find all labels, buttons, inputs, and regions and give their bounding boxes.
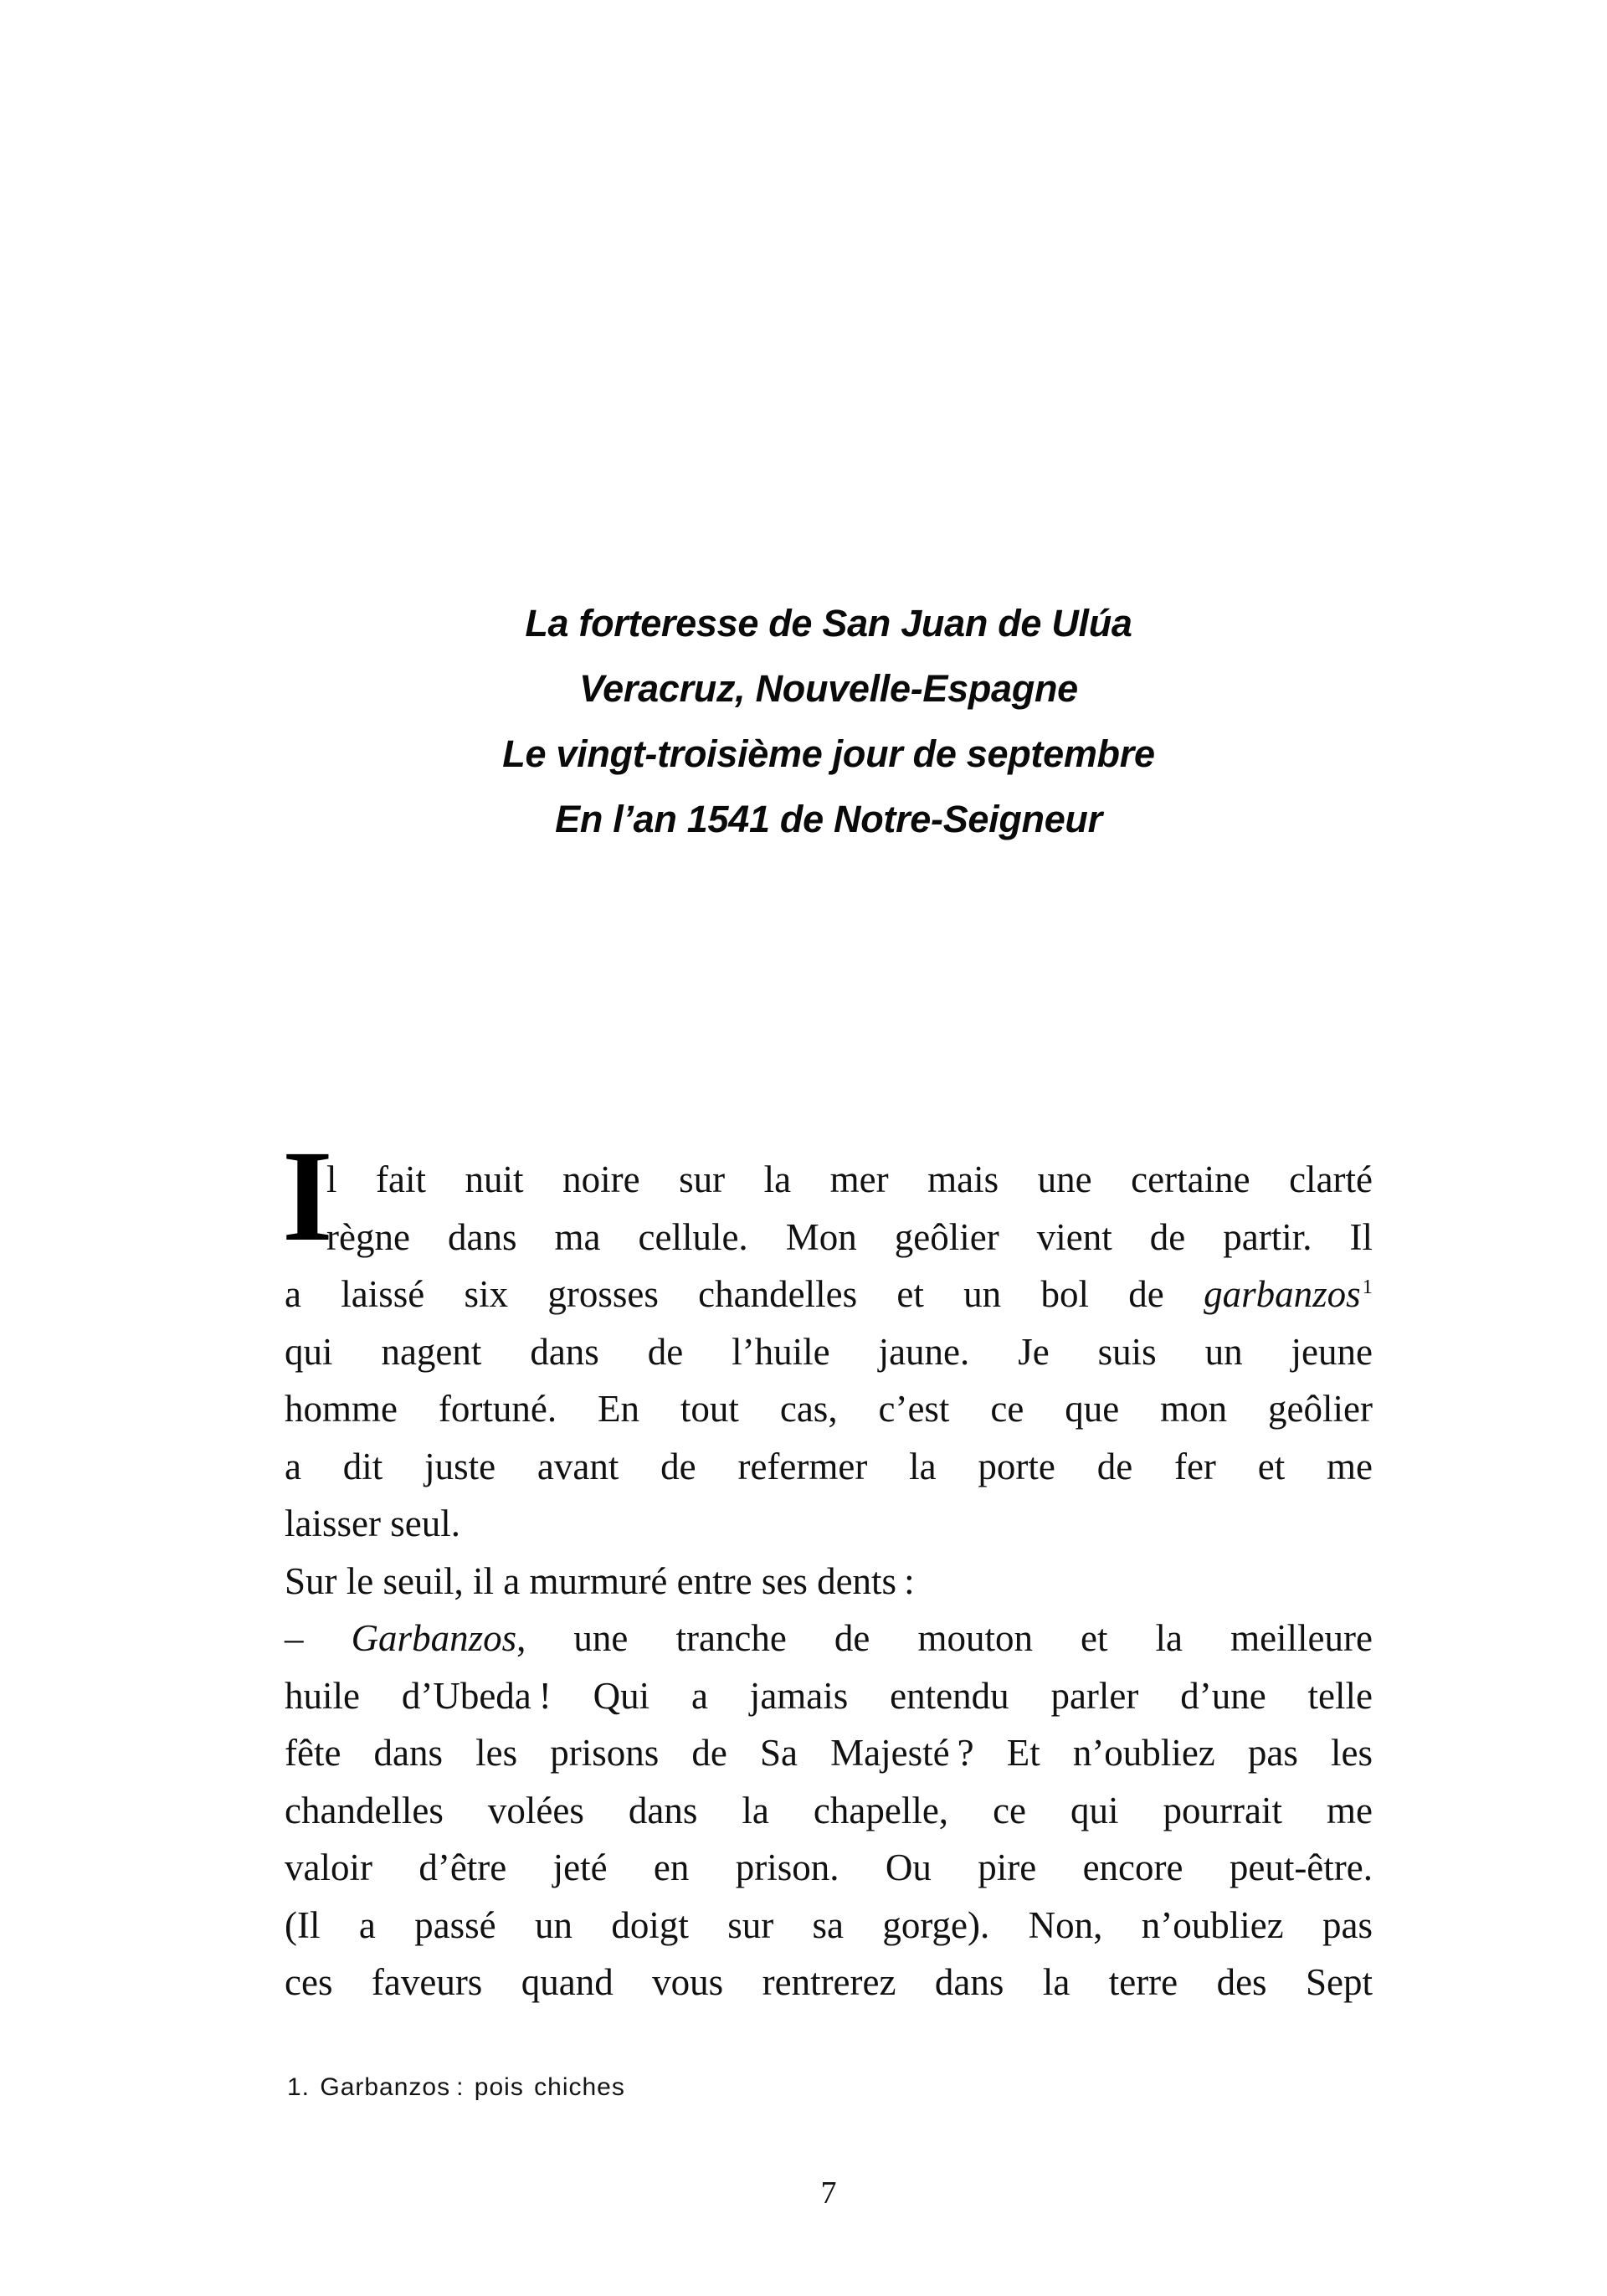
text-run: , une tranche de mouton et la meilleure bbox=[516, 1617, 1373, 1659]
text-line bbox=[326, 1151, 1373, 1209]
heading-line: En l’an 1541 de Notre-Seigneur bbox=[555, 798, 1102, 840]
text-line bbox=[285, 1724, 1373, 1782]
chapter-heading bbox=[285, 591, 1373, 852]
text-run: – bbox=[285, 1617, 352, 1659]
text-run: règne dans ma cellule. Mon geôlier vient de partir. Il bbox=[326, 1215, 1373, 1258]
text-line bbox=[285, 1782, 1373, 1840]
heading-line: La forteresse de San Juan de Ulúa bbox=[525, 602, 1132, 645]
text-run: a dit juste avant de refermer la porte de fer et me bbox=[285, 1445, 1373, 1487]
text-line bbox=[285, 1954, 1373, 2011]
text-line bbox=[285, 1323, 1373, 1381]
text-run: laisser seul. bbox=[285, 1502, 460, 1544]
page-number: 7 bbox=[820, 2175, 837, 2211]
text-line bbox=[285, 1380, 1373, 1438]
drop-cap: I bbox=[282, 1123, 333, 1268]
paragraph-lines bbox=[285, 1266, 1373, 2011]
footnote: 1. Garbanzos : pois chiches bbox=[287, 2073, 625, 2101]
text-line bbox=[326, 1209, 1373, 1266]
italic-text: Garbanzos bbox=[351, 1617, 517, 1659]
text-line bbox=[285, 1839, 1373, 1897]
text-line bbox=[285, 1553, 1373, 1610]
text-line bbox=[285, 1495, 1373, 1553]
text-line bbox=[285, 1438, 1373, 1496]
text-line bbox=[285, 1667, 1373, 1725]
text-run: ces faveurs quand vous rentrerez dans la terre des Sept bbox=[285, 1961, 1373, 2003]
text-line bbox=[285, 1610, 1373, 1667]
text-run: a laissé six grosses chandelles et un bol de bbox=[285, 1273, 1204, 1315]
text-run: homme fortuné. En tout cas, c’est ce que mon geôlier bbox=[285, 1388, 1373, 1430]
text-run: (Il a passé un doigt sur sa gorge). Non, n’oubliez pas bbox=[285, 1903, 1373, 1946]
italic-text: garbanzos bbox=[1204, 1273, 1361, 1315]
heading-line: Le vingt-troisième jour de septembre bbox=[502, 732, 1155, 775]
paragraph-opening bbox=[282, 1123, 1373, 1268]
opening-lines bbox=[326, 1151, 1373, 1266]
text-run: chandelles volées dans la chapelle, ce qui pourrait me bbox=[285, 1789, 1373, 1831]
text-line bbox=[285, 1266, 1373, 1323]
text-run: huile d’Ubeda ! Qui a jamais entendu parler d’une telle bbox=[285, 1674, 1373, 1717]
text-run: qui nagent dans de l’huile jaune. Je suis un jeune bbox=[285, 1330, 1373, 1373]
footnote-ref: 1 bbox=[1362, 1276, 1373, 1298]
text-run: Sur le seuil, il a murmuré entre ses dents : bbox=[285, 1559, 915, 1602]
heading-line: Veracruz, Nouvelle-Espagne bbox=[579, 667, 1078, 710]
text-run: l fait nuit noire sur la mer mais une certaine clarté bbox=[326, 1158, 1373, 1200]
text-run: fête dans les prisons de Sa Majesté ? Et n’oubliez pas les bbox=[285, 1732, 1373, 1774]
text-line bbox=[285, 1897, 1373, 1954]
body-text bbox=[282, 1123, 1373, 2011]
text-run: valoir d’être jeté en prison. Ou pire encore peut-être. bbox=[285, 1847, 1373, 1888]
